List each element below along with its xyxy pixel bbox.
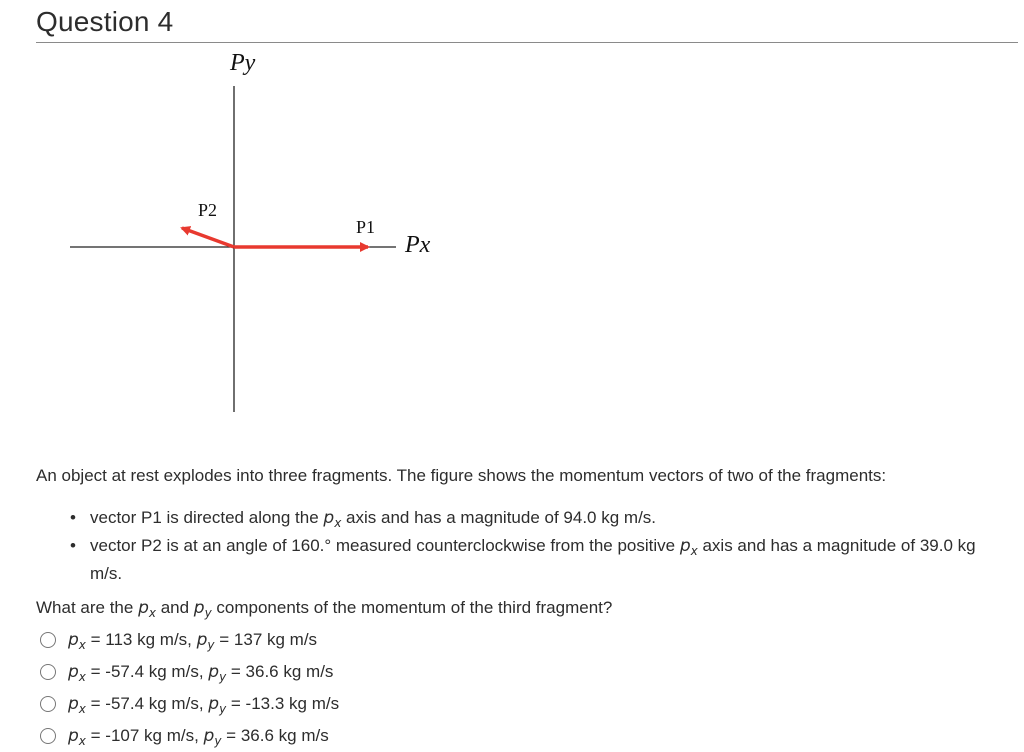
bullet1-text-after: axis and has a magnitude of 94.0 kg m/s. — [341, 508, 657, 527]
bullet-vector-p2 — [64, 532, 994, 588]
answer-option-3[interactable] — [40, 688, 339, 720]
answer-option-text: $p_x = -107$ kg m/s, $p_y = 36.6$ kg m/s — [68, 726, 329, 748]
problem-intro: An object at rest explodes into three fragments. The figure shows the momentum vectors of two of the fragments: — [36, 466, 887, 485]
bullet-vector-p1 — [64, 504, 994, 532]
answer-option-text: $p_x = -57.4$ kg m/s, $p_y = -13.3$ kg m/s — [68, 694, 340, 716]
radio-button[interactable] — [40, 728, 56, 744]
question-px-symbol: $p_x$ — [138, 598, 156, 620]
question-py-symbol: $p_y$ — [193, 598, 212, 620]
answer-option-2[interactable] — [40, 656, 339, 688]
bullet2-text-after: axis and has a magnitude of 39.0 kg m/s. — [90, 536, 976, 583]
py-axis-label: Py — [230, 50, 256, 76]
px-axis-label: Px — [405, 232, 431, 258]
radio-button[interactable] — [40, 664, 56, 680]
question-title: Question 4 — [36, 6, 174, 37]
answer-option-4[interactable] — [40, 720, 339, 752]
answer-option-1[interactable] — [40, 624, 339, 656]
answer-option-text: $p_x = 113$ kg m/s, $p_y = 137$ kg m/s — [68, 630, 318, 652]
radio-button[interactable] — [40, 696, 56, 712]
vector-p1-label: P1 — [356, 217, 376, 237]
question-prompt: What are the $p_x$ and $p_y$ components of the momentum of the third fragment? — [36, 598, 613, 620]
vector-p2-label: P2 — [198, 200, 218, 220]
bullet2-text-before: vector P2 is at an angle of 160.° measured counterclockwise from the positive — [90, 536, 680, 555]
vector-description-list — [64, 504, 994, 588]
bullet1-text-before: vector P1 is directed along the — [90, 508, 324, 527]
momentum-diagram — [0, 0, 520, 440]
answer-option-text: $p_x = -57.4$ kg m/s, $p_y = 36.6$ kg m/s — [68, 662, 334, 684]
radio-button[interactable] — [40, 632, 56, 648]
bullet2-px-symbol: $p_x$ — [679, 536, 698, 558]
bullet1-px-symbol: $p_x$ — [323, 508, 342, 530]
vector-p2-arrow — [182, 228, 234, 247]
answer-options — [40, 624, 339, 752]
